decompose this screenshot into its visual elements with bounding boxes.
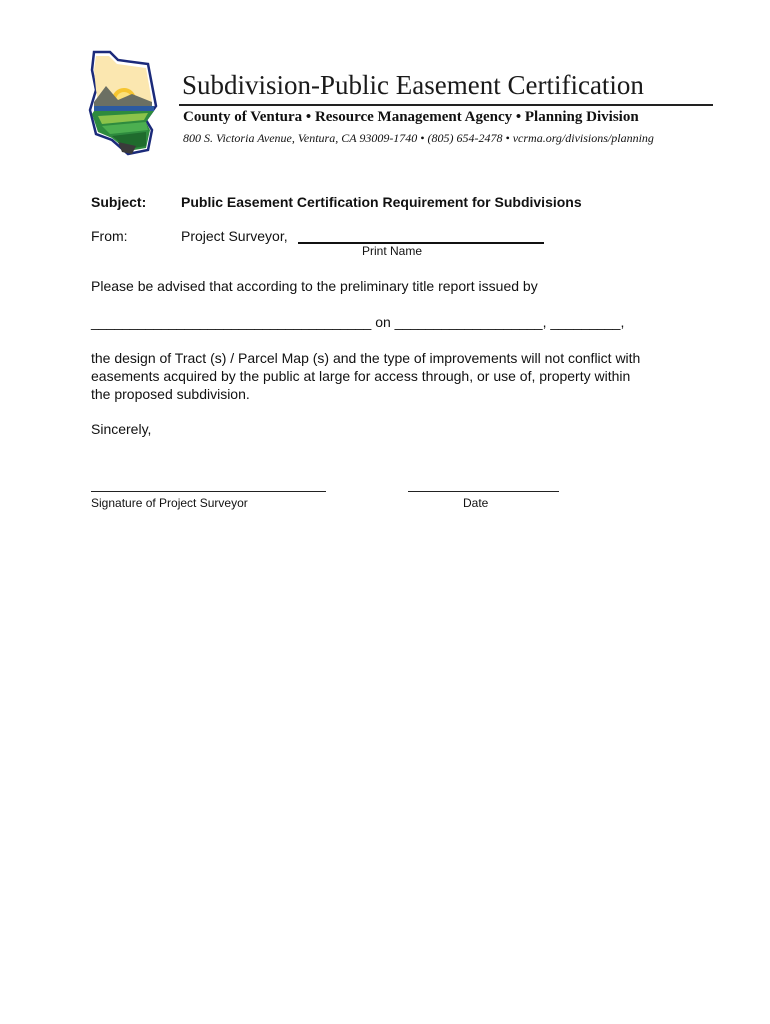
date-caption: Date — [463, 496, 489, 510]
closing-text: Sincerely, — [91, 421, 152, 437]
body-line: the proposed subdivision. — [91, 386, 250, 402]
subject-value: Public Easement Certification Requirement for Subdivisions — [181, 194, 582, 210]
ventura-county-map-logo-icon — [88, 50, 160, 158]
print-name-caption: Print Name — [362, 244, 423, 258]
title-report-fill-line[interactable]: ____________________________________ on ___________________, _________, — [91, 314, 625, 330]
signature-caption: Signature of Project Surveyor — [91, 496, 248, 510]
from-label: From: — [91, 228, 128, 244]
body-paragraph — [91, 349, 691, 403]
document-title: Subdivision-Public Easement Certification — [182, 70, 644, 100]
from-value: Project Surveyor, — [181, 228, 288, 244]
address-line: 800 S. Victoria Avenue, Ventura, CA 93009-1740 • (805) 654-2478 • vcrma.org/divisions/planning — [183, 131, 654, 145]
signature-field[interactable] — [91, 491, 326, 492]
body-line: the design of Tract (s) / Parcel Map (s) and the type of improvements will not conflict with — [91, 350, 641, 366]
date-field[interactable] — [408, 491, 559, 492]
subject-label: Subject: — [91, 194, 147, 210]
title-rule — [179, 104, 713, 106]
agency-line: County of Ventura • Resource Management Agency • Planning Division — [183, 109, 639, 125]
intro-paragraph: Please be advised that according to the preliminary title report issued by — [91, 278, 538, 294]
body-line: easements acquired by the public at large for access through, or use of, property within — [91, 368, 631, 384]
